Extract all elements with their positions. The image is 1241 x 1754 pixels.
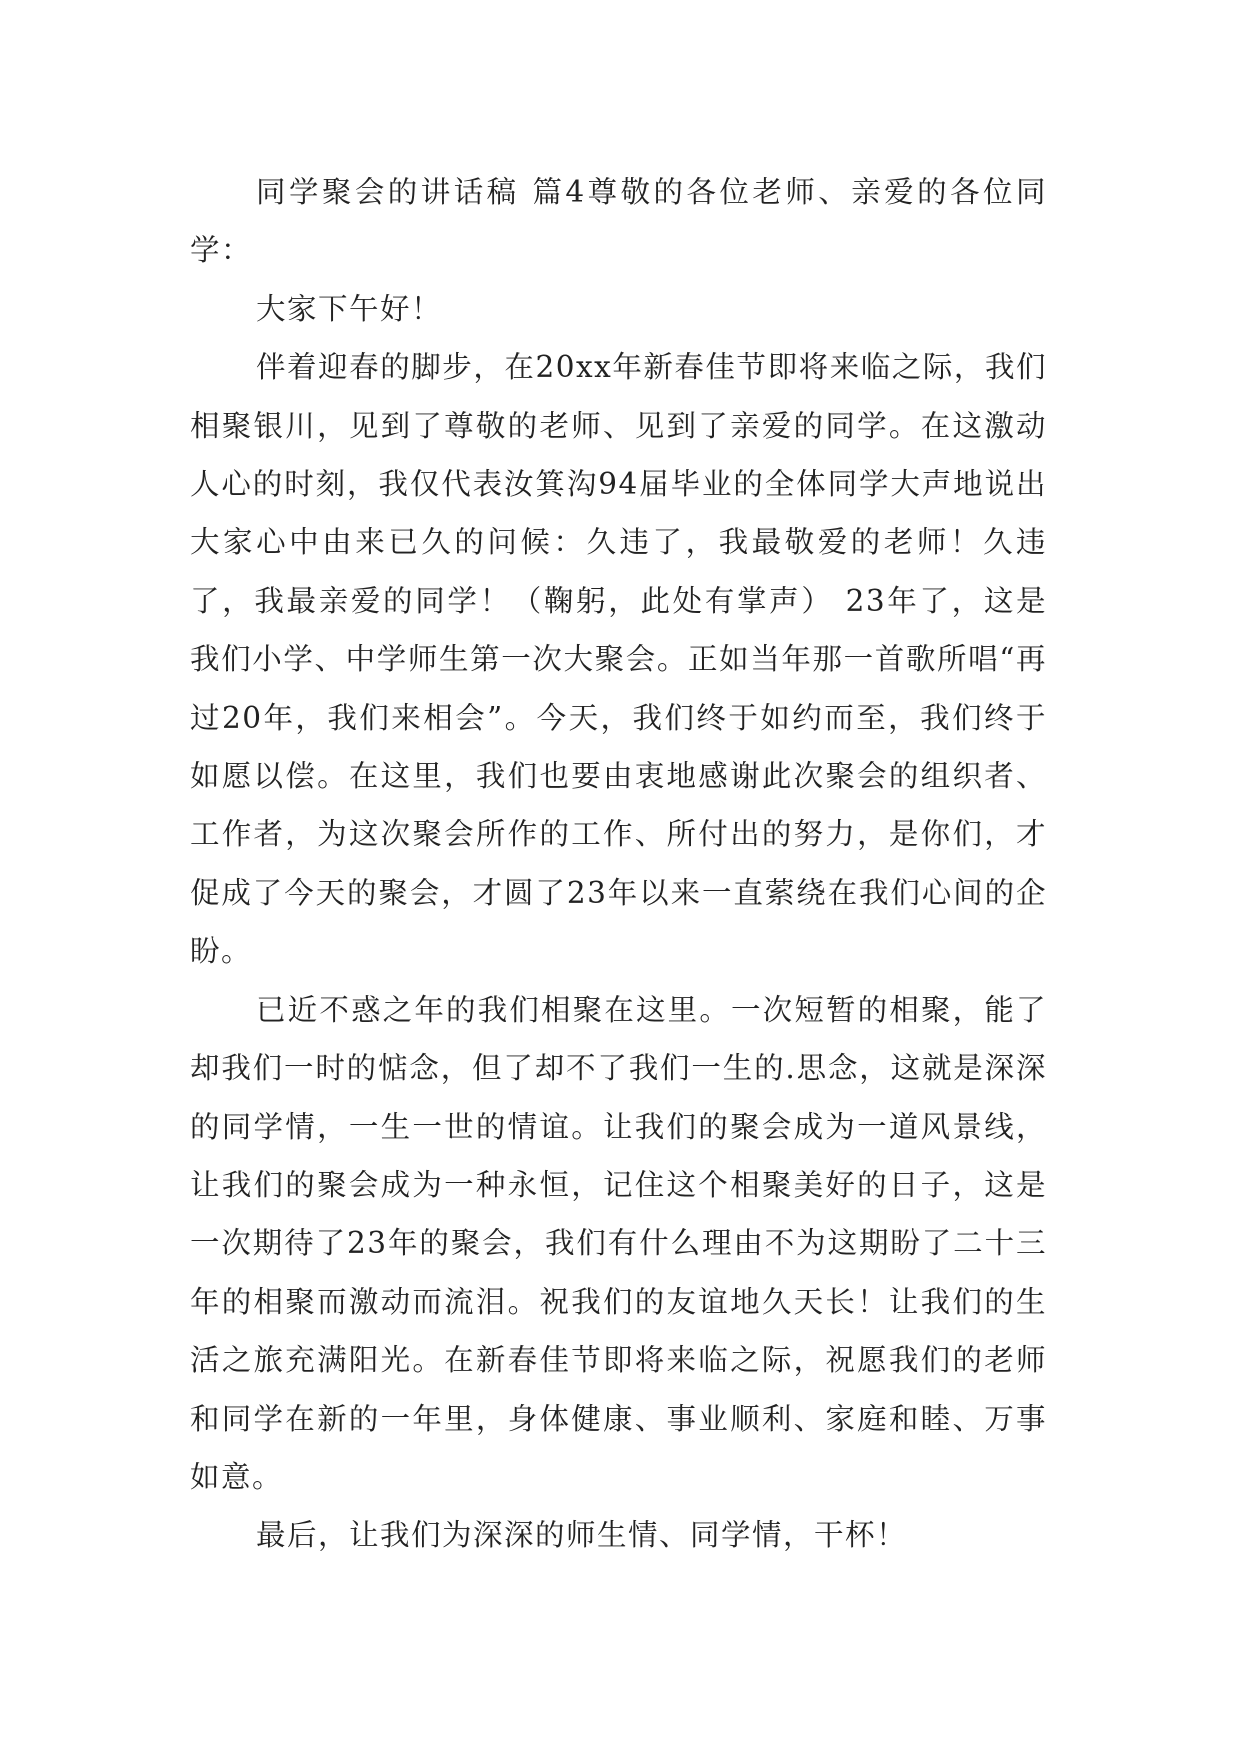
document-body xyxy=(190,163,1047,1565)
paragraph-salutation: 大家下午好！ xyxy=(256,291,443,326)
paragraph-opening: 伴着迎春的脚步，在20xx年新春佳节即将来临之际，我们相聚银川，见到了尊敬的老师、见到了亲爱的同学。在这激动人心的时刻，我仅代表汝箕沟94届毕业的全体同学大声地说出大家心中由来已久的问候：久违了，我最敬爱的老师！久违了，我最亲爱的同学！（鞠躬，此处有掌声） 23年了，这是我们小学、中学师生第一次大聚会。正如当年那一首歌所唱“再过20年，我们来相会”。今天，我们终于如约而至，我们终于如愿以偿。在这里，我们也要由衷地感谢此次聚会的组织者、工作者，为这次聚会所作的工作、所付出的努力，是你们，才促成了今天的聚会，才圆了23年以来一直萦绕在我们心间的企盼。 xyxy=(190,350,1047,969)
paragraph-reflection: 已近不惑之年的我们相聚在这里。一次短暂的相聚，能了却我们一时的惦念，但了却不了我们一生的.思念，这就是深深的同学情，一生一世的情谊。让我们的聚会成为一道风景线，让我们的聚会成为一种永恒，记住这个相聚美好的日子，这是一次期待了23年的聚会，我们有什么理由不为这期盼了二十三年的相聚而激动而流泪。祝我们的友谊地久天长！让我们的生活之旅充满阳光。在新春佳节即将来临之际，祝愿我们的老师和同学在新的一年里，身体健康、事业顺利、家庭和睦、万事如意。 xyxy=(190,992,1047,1494)
paragraph-toast: 最后，让我们为深深的师生情、同学情，干杯！ xyxy=(256,1518,908,1553)
paragraph-title-greeting: 同学聚会的讲话稿 篇4尊敬的各位老师、亲爱的各位同学： xyxy=(190,175,1047,268)
